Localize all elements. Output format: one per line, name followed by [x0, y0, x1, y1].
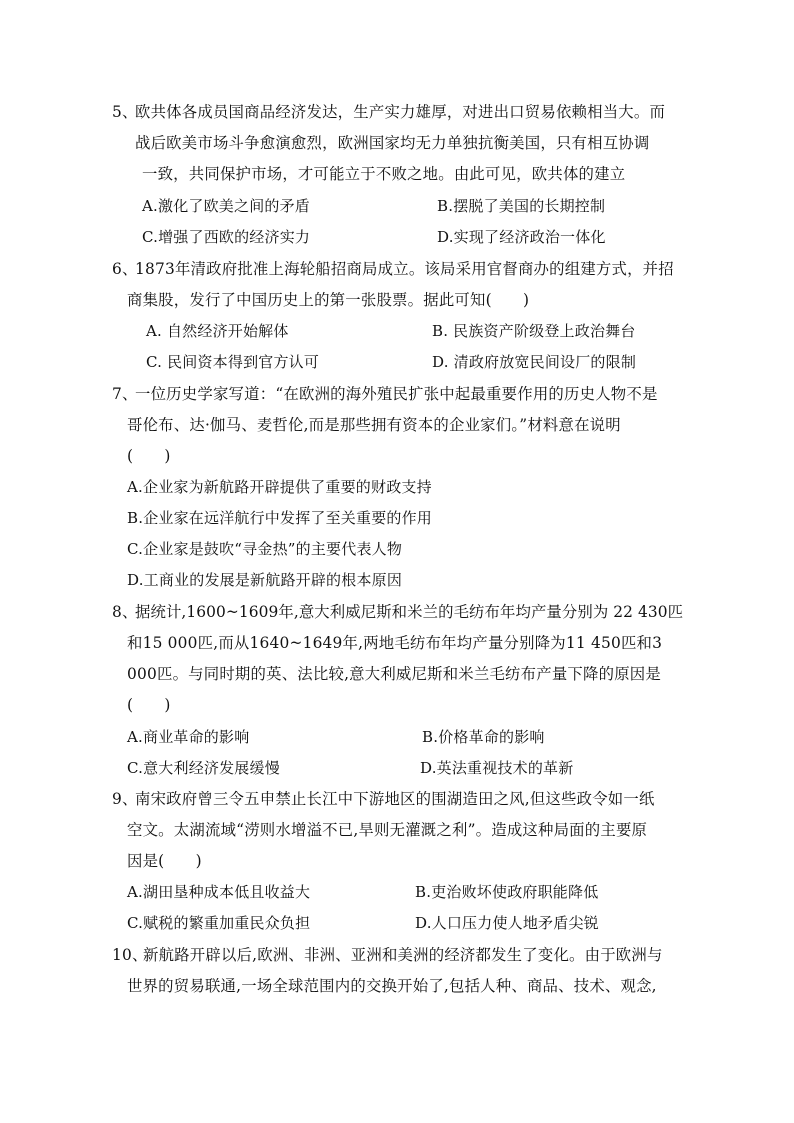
question-stem-line: 哥伦布、达·伽马、麦哲伦,而是那些拥有资本的企业家们。”材料意在说明	[127, 416, 621, 434]
option-c: C.企业家是鼓吹“寻金热”的主要代表人物	[127, 540, 403, 558]
question-stem-line: 一位历史学家写道：“在欧洲的海外殖民扩张中起最重要作用的历史人物不是	[135, 385, 658, 403]
option-d: D. 清政府放宽民间设厂的限制	[432, 353, 637, 371]
option-b: B.价格革命的影响	[422, 728, 545, 746]
question-stem-line: 因是( )	[127, 852, 202, 870]
option-a: A.商业革命的影响	[127, 728, 250, 746]
option-b: B.摆脱了美国的长期控制	[437, 197, 606, 215]
question-stem-line: 000匹。与同时期的英、法比较,意大利威尼斯和米兰毛纺布产量下降的原因是	[127, 665, 661, 683]
option-a: A.湖田垦种成本低且收益大	[127, 883, 311, 901]
question-number: 6、	[112, 260, 138, 278]
option-c: C.增强了西欧的经济实力	[142, 228, 311, 246]
option-d: D.人口压力使人地矛盾尖锐	[415, 914, 599, 932]
option-d: D.英法重视技术的革新	[420, 759, 574, 777]
option-b: B.吏治败坏使政府职能降低	[415, 883, 599, 901]
question-number: 7、	[112, 385, 138, 403]
option-b: B.企业家在远洋航行中发挥了至关重要的作用	[127, 509, 432, 527]
option-c: C.意大利经济发展缓慢	[127, 759, 280, 777]
question-stem-line: 空文。太湖流域“涝则水增溢不已,旱则无灌溉之利”。造成这种局面的主要原	[127, 821, 648, 839]
option-d: D.工商业的发展是新航路开辟的根本原因	[127, 571, 403, 589]
option-c: C.赋税的繁重加重民众负担	[127, 914, 311, 932]
question-number: 10、	[112, 946, 148, 964]
question-stem-line: ( )	[127, 696, 171, 714]
question-stem-line: 南宋政府曾三令五申禁止长江中下游地区的围湖造田之风,但这些政令如一纸	[135, 790, 655, 808]
question-stem-line: 欧共体各成员国商品经济发达，生产实力雄厚，对进出口贸易依赖相当大。而	[135, 103, 666, 121]
option-a: A.激化了欧美之间的矛盾	[142, 197, 311, 215]
option-b: B. 民族资产阶级登上政治舞台	[432, 322, 636, 340]
option-a: A. 自然经济开始解体	[146, 322, 289, 340]
question-stem-line: ( )	[127, 447, 171, 465]
option-d: D.实现了经济政治一体化	[437, 228, 606, 246]
question-stem-line: 和15 000匹,而从1640~1649年,两地毛纺布年均产量分别降为11 450匹和3	[127, 634, 663, 652]
option-c: C. 民间资本得到官方认可	[146, 353, 320, 371]
question-stem-line: 新航路开辟以后,欧洲、非洲、亚洲和美洲的经济都发生了变化。由于欧洲与	[143, 946, 663, 964]
question-stem-line: 世界的贸易联通,一场全球范围内的交换开始了,包括人种、商品、技术、观念,	[127, 977, 657, 995]
question-number: 9、	[112, 790, 138, 808]
option-a: A.企业家为新航路开辟提供了重要的财政支持	[127, 478, 432, 496]
question-number: 8、	[112, 603, 138, 621]
question-stem-line: 战后欧美市场斗争愈演愈烈，欧洲国家均无力单独抗衡美国，只有相互协调	[135, 134, 650, 152]
question-stem-line: 据统计,1600~1609年,意大利威尼斯和米兰的毛纺布年均产量分别为 22 430匹	[135, 603, 684, 621]
question-stem-line: 1873年清政府批准上海轮船招商局成立。该局采用官督商办的组建方式，并招	[135, 260, 674, 278]
question-stem-line: 一致，共同保护市场，才可能立于不败之地。由此可见，欧共体的建立	[142, 165, 626, 183]
question-number: 5、	[112, 103, 138, 121]
question-stem-line: 商集股，发行了中国历史上的第一张股票。据此可知( )	[127, 291, 530, 309]
